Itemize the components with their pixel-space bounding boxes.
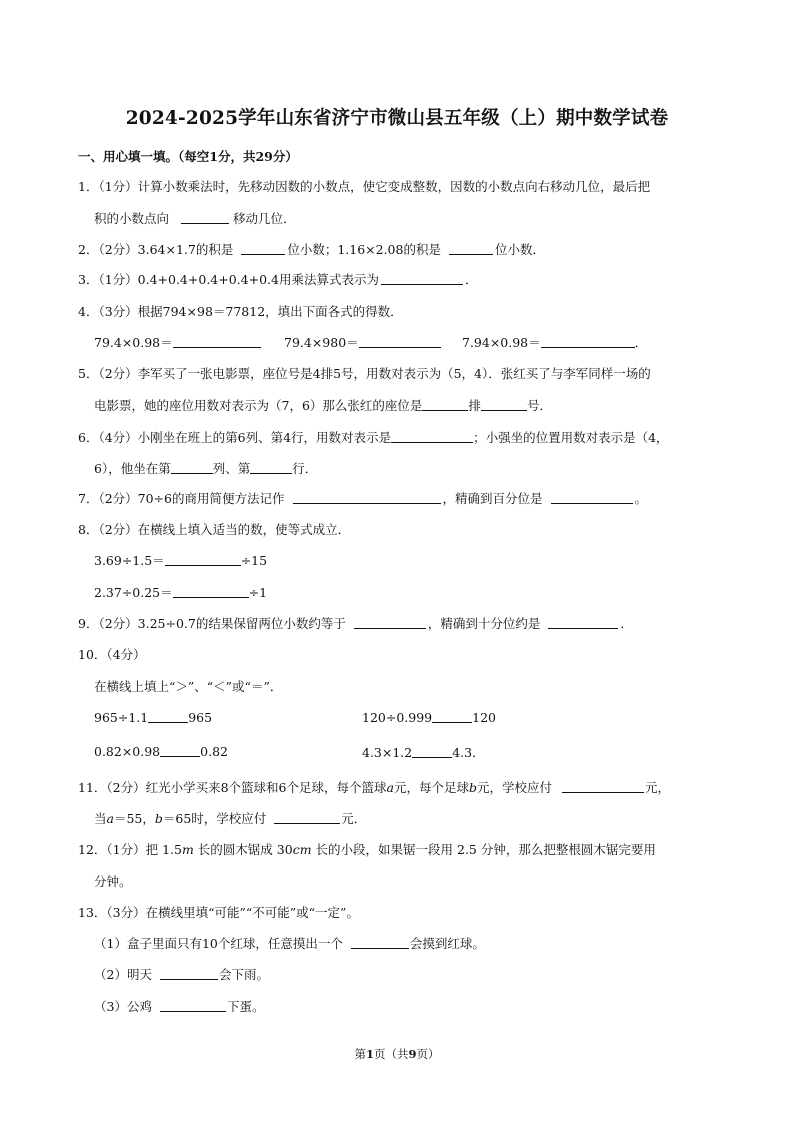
question-4-line-1: 4．（3分）根据794×98＝77812，填出下面各式的得数．: [78, 304, 403, 319]
question-4-expr-3: [462, 333, 647, 351]
answer-blank[interactable]: [354, 615, 426, 629]
question-7-text: 7．（2分）70÷6的商用简便方法记作: [78, 491, 285, 506]
question-11-text: ＝65时，学校应付: [162, 811, 267, 826]
answer-blank[interactable]: [432, 709, 472, 723]
question-13-item-2: [94, 965, 269, 983]
question-6-line-1: [78, 428, 669, 446]
footer-text: 第: [354, 1047, 366, 1061]
question-12-line-2: 分钟。: [94, 874, 132, 889]
compare-item-4: [362, 743, 485, 761]
answer-blank[interactable]: [391, 429, 473, 443]
question-12-text: 12．（1分）把 1.5: [78, 842, 182, 857]
answer-blank[interactable]: [422, 397, 468, 411]
question-6-text: 6），他坐在第: [94, 461, 171, 476]
question-9: [78, 614, 633, 632]
page-total: 9: [408, 1047, 417, 1061]
question-1-text: 积的小数点向: [94, 211, 170, 226]
answer-blank[interactable]: [250, 460, 292, 474]
footer-text: 页（共: [374, 1047, 409, 1061]
answer-blank[interactable]: [548, 615, 618, 629]
page-number: 1: [365, 1047, 374, 1061]
page-title: 2024-2025学年山东省济宁市微山县五年级（上）期中数学试卷: [125, 108, 669, 129]
question-11-text: 元．: [341, 811, 367, 826]
question-3: [78, 270, 477, 288]
expression-text: 965÷1.1: [94, 710, 149, 725]
question-8-expr-2: [94, 583, 267, 601]
expression-text: 3.69÷1.5＝: [94, 553, 165, 568]
expression-text: 7.94×0.98＝: [462, 335, 541, 350]
answer-blank[interactable]: [541, 334, 635, 348]
question-7: [78, 489, 647, 507]
question-3-text: ．: [464, 272, 478, 287]
question-11-line-2: [94, 809, 366, 827]
answer-blank[interactable]: [181, 210, 229, 224]
expression-text: 965: [188, 710, 213, 725]
question-12-text: 长的小段，如果锯一段用 2.5 分钟，那么把整根圆木锯完要用: [311, 842, 656, 857]
question-4-expr-1: [94, 333, 261, 351]
compare-item-2: [362, 709, 496, 725]
question-1-line-2: [94, 209, 296, 227]
question-10-line-1: 10．（4分）: [78, 647, 146, 662]
answer-blank[interactable]: [449, 241, 493, 255]
unit-cm: cm: [292, 842, 312, 857]
expression-text: 0.82: [200, 744, 228, 759]
question-6-text: 列、第: [212, 461, 251, 476]
answer-blank[interactable]: [160, 743, 200, 757]
expression-text: 79.4×0.98＝: [94, 335, 173, 350]
answer-blank[interactable]: [148, 709, 188, 723]
question-11-text: 11．（2分）红光小学买来8个篮球和6个足球，每个篮球: [78, 780, 387, 795]
question-2: [78, 240, 545, 258]
question-5-text: 电影票，她的座位用数对表示为（7，6）那么张红的座位是: [94, 398, 423, 413]
answer-blank[interactable]: [562, 779, 644, 793]
question-10-line-2: 在横线上填上“＞”、“＜”或“＝”．: [94, 679, 283, 694]
question-8-line-1: 8．（2分）在横线上填入适当的数，使等式成立．: [78, 522, 351, 537]
answer-blank[interactable]: [351, 935, 409, 949]
answer-blank[interactable]: [241, 241, 285, 255]
expression-text: 4.3．: [452, 745, 485, 760]
expression-text: 120: [472, 710, 496, 725]
question-7-text: 。: [634, 491, 648, 506]
answer-blank[interactable]: [551, 490, 633, 504]
question-2-text: 位小数．: [494, 242, 545, 257]
question-11-text: ＝55，: [113, 811, 155, 826]
compare-item-1: [94, 709, 212, 725]
expression-text: 0.82×0.98: [94, 744, 161, 759]
question-7-text: ，精确到百分位是: [442, 491, 543, 506]
page-footer: [0, 1046, 794, 1062]
question-11-line-1: [78, 778, 670, 796]
variable-b: b: [468, 780, 477, 795]
expression-text: 2.37÷0.25＝: [94, 585, 173, 600]
footer-text: 页）: [416, 1047, 440, 1061]
question-13-text: 会摸到红球。: [409, 936, 485, 951]
question-13-text: （1）盒子里面只有10个红球，任意摸出一个: [94, 936, 343, 951]
question-6-text: ；小强坐的位置用数对表示是（4，: [473, 430, 669, 445]
question-8-expr-1: [94, 551, 267, 569]
answer-blank[interactable]: [160, 966, 218, 980]
question-6-text: 6．（4分）小刚坐在班上的第6列、第4行，用数对表示是: [78, 430, 392, 445]
question-11-text: 当: [94, 811, 107, 826]
question-11-text: 元，学校应付: [477, 780, 553, 795]
answer-blank[interactable]: [359, 334, 441, 348]
answer-blank[interactable]: [481, 397, 527, 411]
question-13-text: （2）明天: [94, 967, 152, 982]
question-3-text: 3．（1分）0.4+0.4+0.4+0.4+0.4用乘法算式表示为: [78, 272, 379, 287]
question-13-item-1: [94, 934, 485, 952]
compare-item-3: [94, 743, 228, 759]
answer-blank[interactable]: [165, 552, 241, 566]
question-9-text: 9．（2分）3.25÷0.7的结果保留两位小数约等于: [78, 616, 346, 631]
expression-text: 4.3×1.2: [362, 745, 413, 760]
question-5-text: 号．: [526, 398, 552, 413]
section-heading: 一、用心填一填。（每空1分，共29分）: [78, 149, 298, 164]
answer-blank[interactable]: [381, 271, 463, 285]
answer-blank[interactable]: [160, 998, 226, 1012]
question-5-line-1: 5．（2分）李军买了一张电影票，座位号是4排5号，用数对表示为（5，4）．张红买了与李军同样一场的: [78, 366, 651, 381]
question-13-text: 下蛋。: [226, 999, 265, 1014]
question-12-line-1: [78, 840, 656, 858]
answer-blank[interactable]: [274, 810, 340, 824]
question-2-text: 位小数；1.16×2.08的积是: [287, 242, 441, 257]
answer-blank[interactable]: [412, 744, 452, 758]
answer-blank[interactable]: [171, 460, 213, 474]
answer-blank[interactable]: [173, 334, 261, 348]
expression-text: 79.4×980＝: [284, 335, 359, 350]
question-1-text: 移动几位．: [233, 211, 296, 226]
question-12-text: 长的圆木锯成 30: [193, 842, 293, 857]
expression-text: 120÷0.999: [362, 710, 433, 725]
variable-a: a: [386, 780, 394, 795]
question-9-text: ．: [620, 616, 633, 631]
question-4-expr-2: [284, 333, 441, 351]
variable-b: b: [154, 811, 163, 826]
question-11-text: 元，每个足球: [393, 780, 469, 795]
question-9-text: ，精确到十分位约是: [427, 616, 541, 631]
answer-blank[interactable]: [293, 490, 441, 504]
question-1-line-1: 1．（1分）计算小数乘法时，先移动因数的小数点，使它变成整数，因数的小数点向右移动几位，最后把: [78, 179, 651, 194]
question-13-line-1: 13．（3分）在横线里填“可能”“不可能”或“一定”。: [78, 905, 359, 920]
question-11-text: 元，: [645, 780, 671, 795]
question-2-text: 2．（2分）3.64×1.7的积是: [78, 242, 234, 257]
question-13-text: 会下雨。: [218, 967, 269, 982]
question-5-text: 排: [468, 398, 481, 413]
question-6-line-2: [94, 459, 317, 477]
variable-a: a: [106, 811, 114, 826]
expression-text: ．: [634, 335, 648, 350]
expression-text: ÷1: [248, 585, 268, 600]
question-5-line-2: [94, 396, 552, 414]
question-13-text: （3）公鸡: [94, 999, 152, 1014]
expression-text: ÷15: [240, 553, 268, 568]
answer-blank[interactable]: [173, 584, 249, 598]
question-6-text: 行．: [292, 461, 318, 476]
unit-m: m: [181, 842, 194, 857]
question-13-item-3: [94, 997, 264, 1015]
